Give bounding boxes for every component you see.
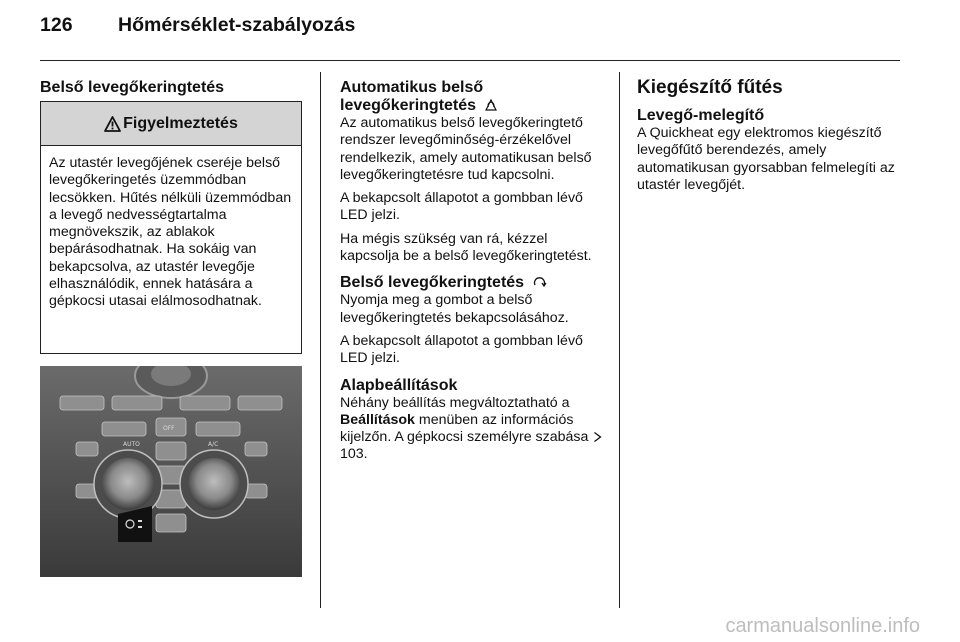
control-panel-illustration [40,366,302,577]
panel-label-ac: A/C [208,441,219,448]
column-divider-1 [320,72,321,608]
warning-text: Az utastér levegőjének cseréje belső levegőkeringetés üzemmódban lecsökken. Hűtés nélküli üzemmódban a levegő nedvességtartalma megnövekszik, az ablakok bepárásodhatnak. Ha sokáig van bekapcsolva, az utastér levegője elhasználódik, ennek hatására a gépkocsi utasai elálmosodhatnak. [49,155,292,310]
manual-paragraph-1: Nyomja meg a gombot a belső levegőkeringtetés bekapcsolásához. [340,292,569,326]
middle-column [340,79,610,470]
auto-paragraph-3: Ha mégis szükség van rá, kézzel kapcsolja be a belső levegőkeringtetést. [340,230,592,265]
footer-watermark: carmanualsonline.info [725,615,920,637]
settings-paragraph [340,395,610,464]
auto-heading-text: Automatikus belső levegőkeringtetés [340,79,484,114]
panel-label-off: OFF [163,425,175,432]
auto-recirculation-icon [484,98,498,112]
warning-box [40,101,302,354]
manual-heading-text: Belső levegőkeringtetés [340,274,525,292]
climate-control-panel-photo [40,366,302,577]
chapter-title: Hőmérséklet-szabályozás [118,14,356,36]
recirculation-icon [532,275,547,289]
settings-text-before: Néhány beállítás megváltoztatható a [340,394,570,411]
air-heater-paragraph: A Quickheat egy elektromos kiegészítő levegőfűtő berendezés, amely automatikusan gyorsabban felmelegíti az utastér levegőjét. [637,125,895,193]
manual-paragraph-2: A bekapcsolt állapotot a gombban lévő LED jelzi. [340,332,583,367]
panel-label-auto: AUTO [123,441,140,448]
settings-menu-name: Beállítások [340,411,415,428]
warning-triangle-icon [104,116,121,132]
page-number: 126 [40,14,73,36]
page-header [40,14,355,37]
settings-text-after: menüben az információs kijelzőn. A gépkocsi személyre szabása [340,411,589,446]
settings-page-reference[interactable]: 103. [340,446,368,463]
auto-paragraph-2: A bekapcsolt állapotot a gombban lévő LED jelzi. [340,190,583,224]
right-column [637,77,902,200]
section-heading-recirculation-manual [340,274,610,292]
header-rule [40,60,900,61]
warning-header [41,102,301,146]
left-column [40,79,305,97]
auto-paragraph-1: Az automatikus belső levegőkeringtető rendszer levegőminőség-érzékelővel rendelkezik, amely automatikusan belső levegőkeringtetésre tud kapcsolni. [340,115,592,183]
page-reference-arrow-icon [593,431,602,443]
section-heading-auxiliary-heater: Kiegészítő fűtés [637,77,783,98]
subheading-air-heater: Levegő-melegítő [637,107,765,124]
section-heading-settings: Alapbeállítások [340,376,458,394]
column-divider-2 [619,72,620,608]
warning-title: Figyelmeztetés [123,114,238,132]
section-heading-auto-recirculation [340,79,610,115]
section-heading-recirculation: Belső levegőkeringtetés [40,79,225,96]
